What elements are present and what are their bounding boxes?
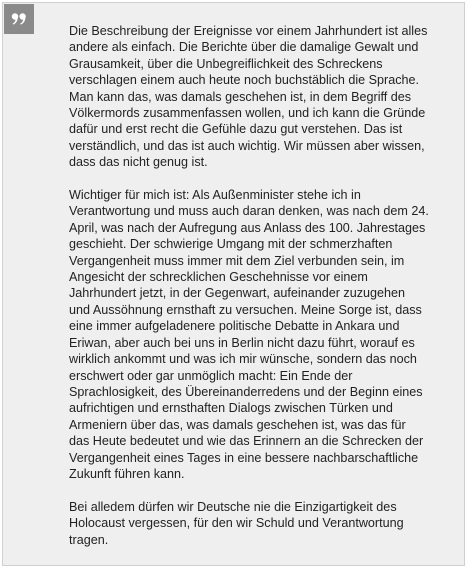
- quote-mark-icon: [11, 12, 27, 26]
- quote-text: [69, 23, 429, 564]
- quote-paragraph-1: Die Beschreibung der Ereignisse vor einem Jahrhundert ist alles andere als einfach. Die Berichte über die damalige Gewalt und Grausamkeit, über die Unbegreiflichkeit des Schreckens verschlagen einem auch heute noch buchstäblich die Sprache. Man kann das, was damals geschehen ist, in dem Begriff des Völkermords zusammenfassen wollen, und ich kann die Gründe dafür und erst recht die Gefühle dazu gut verstehen. Das ist verständlich, und das ist auch wichtig. Wir müssen aber wissen, dass das nicht genug ist.: [69, 24, 428, 170]
- quote-badge: [4, 4, 34, 34]
- quote-paragraph-2: Wichtiger für mich ist: Als Außenminister stehe ich in Verantwortung und muss auch daran denken, was nach dem 24. April, was nach der Aufregung aus Anlass des 100. Jahrestages geschieht. Der schwierige Umgang mit der schmerzhaften Vergangenheit muss immer mit dem Ziel verbunden sein, im Angesicht der schrecklichen Geschehnisse vor einem Jahrhundert jetzt, in der Gegenwart, aufeinander zuzugehen und Aussöhnung ernsthaft zu versuchen. Meine Sorge ist, dass eine immer aufgeladenere politische Debatte in Ankara und Eriwan, aber auch bei uns in Berlin nicht dazu führt, worauf es wirklich ankommt und was ich mir wünsche, sondern das noch erschwert oder gar unmöglich macht: Ein Ende der Sprachlosigkeit, des Übereinanderredens und der Beginn eines aufrichtigen und ernsthaften Dialogs zwischen Türken und Armeniern über das, was damals geschehen ist, was das für das Heute bedeutet und wie das Erinnern an die Schrecken der Vergangenheit eines Tages in eine bessere nachbarschaftliche Zukunft führen kann.: [69, 188, 429, 481]
- quote-box: [2, 2, 465, 566]
- quote-paragraph-3: Bei alledem dürfen wir Deutsche nie die Einzigartigkeit des Holocaust vergessen, für den wir Schuld und Verantwortung tragen.: [69, 499, 404, 547]
